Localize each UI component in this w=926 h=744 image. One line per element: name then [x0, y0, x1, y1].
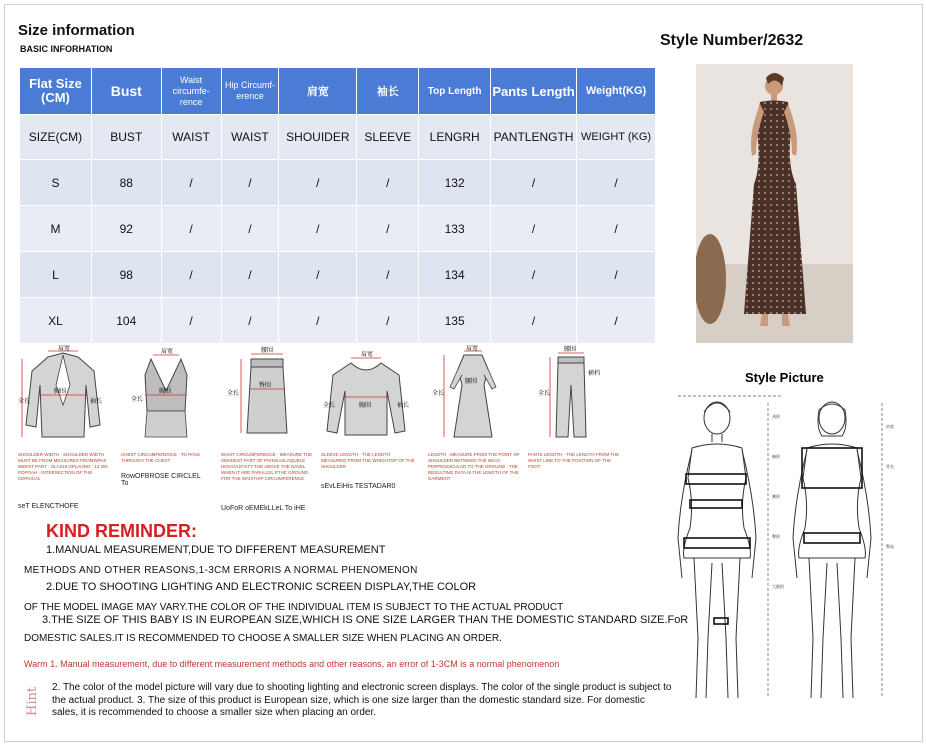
svg-text:腰围: 腰围	[772, 494, 780, 499]
model-photo	[696, 64, 853, 343]
dress-icon-cell	[428, 345, 518, 515]
table-cell: /	[577, 206, 656, 252]
table-cell: 88	[91, 160, 161, 206]
table-cell: /	[357, 160, 419, 206]
hint-label	[18, 670, 44, 720]
camisole-icon	[121, 345, 211, 445]
svg-text:背长: 背长	[886, 464, 894, 469]
page-title: Size information	[18, 22, 135, 39]
table-cell: /	[357, 252, 419, 298]
svg-text:臀围: 臀围	[772, 534, 780, 539]
svg-text:腰围: 腰围	[564, 346, 577, 353]
table-cell: /	[491, 252, 577, 298]
subheader-cell: SLEEVE	[357, 115, 419, 160]
reminder-line-5: 3.THE SIZE OF THIS BABY IS IN EUROPEAN SIZE,WHICH IS ONE SIZE LARGER THAN THE DOMESTIC STANDARD SIZE.FoR	[42, 614, 689, 626]
body-measurement-sketch	[672, 388, 912, 718]
svg-text:肩宽: 肩宽	[466, 345, 479, 352]
subheader-cell: BUST	[91, 115, 161, 160]
table-cell: 134	[419, 252, 491, 298]
table-row	[20, 298, 656, 344]
svg-text:胸围: 胸围	[54, 388, 67, 395]
table-cell: /	[161, 252, 221, 298]
table-cell: L	[20, 252, 92, 298]
svg-text:全长: 全长	[227, 390, 240, 397]
skirt-icon	[221, 345, 311, 445]
subheader-cell: SHOUIDER	[279, 115, 357, 160]
svg-text:腰围: 腰围	[465, 378, 478, 385]
blazer-icon	[18, 345, 108, 445]
svg-text:全长: 全长	[432, 390, 445, 397]
svg-text:全长: 全长	[131, 396, 144, 403]
table-cell: S	[20, 160, 92, 206]
pants-icon-cell	[528, 345, 618, 515]
table-cell: /	[279, 252, 357, 298]
skirt-icon-cell	[221, 345, 311, 515]
svg-text:袖长: 袖长	[90, 398, 103, 405]
table-cell: 104	[91, 298, 161, 344]
svg-text:肩宽: 肩宽	[58, 345, 71, 352]
table-cell: /	[491, 160, 577, 206]
svg-text:臀围: 臀围	[259, 382, 272, 389]
header-cell: Flat Size (CM)	[20, 68, 92, 115]
table-cell: /	[491, 298, 577, 344]
header-cell: Top Length	[419, 68, 491, 115]
svg-text:胸围: 胸围	[159, 388, 172, 395]
table-cell: /	[221, 252, 279, 298]
icon-caption: LENGTH · MEASURE FROM THE POINT OF SHOULDER BETWEEN THE NECK PERPENDICULAR TO THE GROUND · THE RESULTING DATA IS THE LENGTH OF THE GARMENT	[428, 452, 520, 481]
page-subtitle: BASIC INFORHATION	[20, 44, 113, 54]
svg-text:颈围: 颈围	[772, 414, 780, 419]
svg-text:大腿围: 大腿围	[772, 584, 784, 589]
table-cell: XL	[20, 298, 92, 344]
table-cell: 132	[419, 160, 491, 206]
sweater-icon-cell	[321, 345, 415, 515]
svg-text:肩宽: 肩宽	[886, 424, 894, 429]
table-cell: /	[221, 298, 279, 344]
svg-text:肩宽: 肩宽	[161, 348, 174, 355]
icon-note: sEvLEiHis TESTADAR0	[321, 483, 396, 490]
icon-caption: SLEEVE LENGTH · THE LENGTH MEASURED FROM THE WHIGHTOP OF THE SHOULDER	[321, 452, 415, 469]
table-cell: /	[357, 298, 419, 344]
svg-text:Hint: Hint	[25, 686, 40, 716]
icon-caption: PANTS LENGTH · THE LENGTH FROM THE WAIST LINE TO THE POSITION OF THE FOOT	[528, 452, 620, 469]
subheader-cell: WAIST	[161, 115, 221, 160]
subheader-cell: WAIST	[221, 115, 279, 160]
size-table	[19, 67, 656, 344]
svg-text:全长: 全长	[538, 390, 551, 397]
header-cell: Pants Length	[491, 68, 577, 115]
warm-note: Warm 1. Manual measurement, due to different measurement methods and other reasons, an error of 1-3CM is a normal phenomenon	[24, 659, 560, 669]
table-cell: 98	[91, 252, 161, 298]
table-cell: 135	[419, 298, 491, 344]
sweater-icon	[321, 345, 411, 445]
header-cell: 肩宽	[279, 68, 357, 115]
table-cell: /	[279, 160, 357, 206]
icon-caption: WAIST CIRCUMFERENCE · MEASURE THE SMADEST PART OF PHINGASLAQUBLE HIGAGASTSTY THE ABOVE THE NAVEL WHEN IT ARE PARALLEL PTHE GROUND FOR THE WAISTHIP CIRCUMFERENCE	[221, 452, 313, 481]
table-cell: /	[279, 206, 357, 252]
garment-icons-row	[18, 345, 618, 515]
table-cell: /	[161, 298, 221, 344]
table-cell: /	[577, 298, 656, 344]
icon-note: UoFoR oEMEkLLeL To iHE	[221, 505, 306, 512]
table-cell: 92	[91, 206, 161, 252]
reminder-line-4: OF THE MODEL IMAGE MAY VARY.THE COLOR OF THE INDIVIDUAL ITEM IS SUBJECT TO THE ACTUAL PRODUCT	[24, 602, 564, 613]
table-cell: /	[491, 206, 577, 252]
subheader-cell: PANTLENGTH	[491, 115, 577, 160]
style-picture-label: Style Picture	[745, 370, 824, 385]
dress-icon	[428, 345, 518, 445]
svg-text:横档: 横档	[588, 370, 601, 377]
subheader-cell: WEIGHT (KG)	[577, 115, 656, 160]
table-row	[20, 206, 656, 252]
notice-paragraph: 2. The color of the model picture will vary due to shooting lighting and electronic screen displays. The color of the single product is subject to the actual product. 3. The size of this product is European size, which is one size larger than the domestic standard size. For domestic sales, it is recommended to choose a smaller size when placing an order.	[52, 682, 672, 718]
icon-caption: CHEST CIRCUMFERENCE · TO PASS THROUGH THE CHEST	[121, 452, 200, 463]
camisole-icon-cell	[121, 345, 211, 515]
svg-text:臀高: 臀高	[886, 544, 894, 549]
svg-text:胸围: 胸围	[359, 402, 372, 409]
subheader-cell: LENGRH	[419, 115, 491, 160]
table-cell: M	[20, 206, 92, 252]
table-cell: 133	[419, 206, 491, 252]
svg-text:腰围: 腰围	[261, 347, 274, 354]
table-cell: /	[161, 206, 221, 252]
table-cell: /	[577, 160, 656, 206]
reminder-line-2: METHODS AND OTHER REASONS,1-3CM ERRORIS A NORMAL PHENOMENON	[24, 565, 418, 576]
reminder-line-1: 1.MANUAL MEASUREMENT,DUE TO DIFFERENT MEASUREMENT	[46, 544, 386, 556]
table-row	[20, 252, 656, 298]
table-cell: /	[577, 252, 656, 298]
header-cell: Weight(KG)	[577, 68, 656, 115]
table-cell: /	[279, 298, 357, 344]
header-cell: Waist circumfe- rence	[161, 68, 221, 115]
header-cell: Hip Circumf- erence	[221, 68, 279, 115]
subheader-cell: SIZE(CM)	[20, 115, 92, 160]
table-subheader-row	[20, 115, 656, 160]
reminder-line-3: 2.DUE TO SHOOTING LIGHTING AND ELECTRONIC SCREEN DISPLAY,THE COLOR	[46, 581, 477, 593]
pants-icon	[528, 345, 618, 445]
table-row	[20, 160, 656, 206]
table-cell: /	[357, 206, 419, 252]
blazer-icon-cell	[18, 345, 108, 515]
header-cell: 袖长	[357, 68, 419, 115]
header-cell: Bust	[91, 68, 161, 115]
svg-text:胸围: 胸围	[772, 454, 780, 459]
icon-caption: SHOULDER WIDTH · SHOULDER WIDTH MUST BE FROM MEASUREX FROMWPAS WEEST PART · OLASHI OPLAHNG · 12 ON POPOAH · INTERSECTION OF THE CERVICAL	[18, 452, 108, 481]
kind-reminder-title: KIND REMINDER:	[46, 521, 197, 541]
reminder-line-6: DOMESTIC SALES.IT IS RECOMMENDED TO CHOOSE A SMALLER SIZE WHEN PLACING AN ORDER.	[24, 633, 502, 644]
style-number: Style Number/2632	[660, 32, 804, 49]
table-cell: /	[161, 160, 221, 206]
svg-text:全长: 全长	[323, 402, 336, 409]
table-header-row	[20, 68, 656, 115]
svg-text:袖长: 袖长	[397, 402, 410, 409]
table-cell: /	[221, 160, 279, 206]
table-cell: /	[221, 206, 279, 252]
icon-note: RowOFBROSE CIRCLEL To	[121, 473, 201, 487]
svg-text:全长: 全长	[18, 398, 31, 405]
svg-text:肩宽: 肩宽	[361, 351, 374, 358]
icon-note: seT ELENCTHOFE	[18, 503, 79, 510]
